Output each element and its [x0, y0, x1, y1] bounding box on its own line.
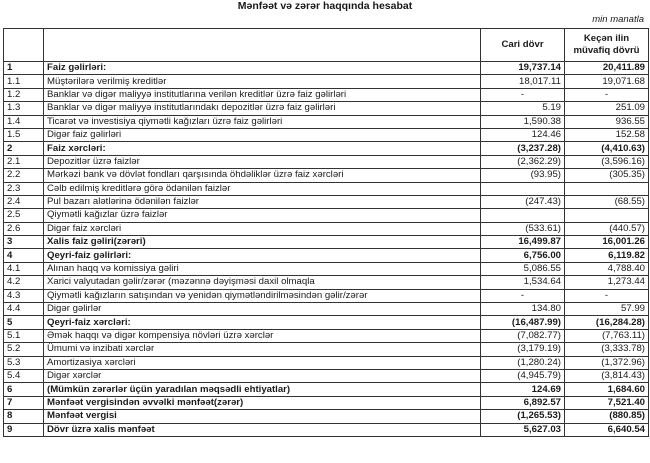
row-label: Banklar və digər maliyyə institutlarına verilən kreditlər üzrə faiz gəlirləri	[44, 88, 481, 101]
table-row	[4, 303, 649, 316]
row-label: Qiymətli kağızlar üzrə faizlər	[44, 209, 481, 222]
row-code: 5	[4, 316, 44, 329]
row-current-value: (4,945.79)	[481, 369, 565, 382]
row-label: Ticarət və investisiya qiymətli kağızları üzrə faiz gəlirləri	[44, 115, 481, 128]
row-previous-value: 4,788.40	[565, 262, 649, 275]
row-label: Banklar və digər maliyyə institutlarındakı depozitlər üzrə faiz gəlirləri	[44, 102, 481, 115]
table-row	[4, 396, 649, 409]
row-code: 1	[4, 62, 44, 75]
table-row	[4, 249, 649, 262]
row-code: 2	[4, 142, 44, 155]
row-label: Digər gəlirlər	[44, 303, 481, 316]
row-previous-value: (68.55)	[565, 195, 649, 208]
row-current-value: 6,892.57	[481, 396, 565, 409]
row-label: Xalis faiz gəliri(zərəri)	[44, 236, 481, 249]
table-row	[4, 102, 649, 115]
row-code: 2.6	[4, 222, 44, 235]
row-current-value: -	[481, 88, 565, 101]
row-previous-value	[565, 209, 649, 222]
row-code: 1.5	[4, 128, 44, 141]
row-code: 6	[4, 383, 44, 396]
row-label: Digər faiz gəlirləri	[44, 128, 481, 141]
table-row	[4, 383, 649, 396]
row-code: 2.1	[4, 155, 44, 168]
row-code: 5.2	[4, 343, 44, 356]
table-row	[4, 128, 649, 141]
row-current-value: (3,179.19)	[481, 343, 565, 356]
row-previous-value: 1,684.60	[565, 383, 649, 396]
table-row	[4, 343, 649, 356]
row-previous-value: 7,521.40	[565, 396, 649, 409]
table-row	[4, 316, 649, 329]
table-row	[4, 236, 649, 249]
row-previous-value: 6,640.54	[565, 423, 649, 436]
table-row	[4, 289, 649, 302]
row-code: 4	[4, 249, 44, 262]
row-previous-value: 1,273.44	[565, 276, 649, 289]
row-previous-value: 152.58	[565, 128, 649, 141]
row-previous-value: 6,119.82	[565, 249, 649, 262]
row-previous-value: (305.35)	[565, 169, 649, 182]
table-row	[4, 222, 649, 235]
table-row	[4, 262, 649, 275]
row-previous-value: 20,411.89	[565, 62, 649, 75]
table-row	[4, 115, 649, 128]
row-label: Pul bazarı alətlərinə ödənilən faizlər	[44, 195, 481, 208]
row-current-value: (2,362.29)	[481, 155, 565, 168]
report-title: Mənfəət və zərər haqqında hesabat	[237, 0, 413, 12]
row-previous-value: -	[565, 88, 649, 101]
row-code: 5.1	[4, 329, 44, 342]
row-current-value: (1,265.53)	[481, 410, 565, 423]
row-previous-value: (1,372.96)	[565, 356, 649, 369]
row-previous-value: (3,596.16)	[565, 155, 649, 168]
row-code: 2.4	[4, 195, 44, 208]
row-current-value: 5,086.55	[481, 262, 565, 275]
header-label-cell	[44, 29, 481, 62]
row-label: Mənfəət vergisindən əvvəlki mənfəət(zərər)	[44, 396, 481, 409]
row-current-value: 134.80	[481, 303, 565, 316]
row-label: Digər faiz xərcləri	[44, 222, 481, 235]
table-row	[4, 142, 649, 155]
row-previous-value: (4,410.63)	[565, 142, 649, 155]
row-previous-value: 251.09	[565, 102, 649, 115]
income-statement-table	[3, 28, 649, 437]
row-code: 2.5	[4, 209, 44, 222]
header-row	[4, 29, 649, 62]
row-code: 4.2	[4, 276, 44, 289]
row-code: 1.1	[4, 75, 44, 88]
row-label: Qeyri-faiz gəlirləri:	[44, 249, 481, 262]
row-label: Alınan haqq və komissiya gəliri	[44, 262, 481, 275]
row-current-value: (93.95)	[481, 169, 565, 182]
table-row	[4, 182, 649, 195]
row-current-value	[481, 182, 565, 195]
row-current-value: 19,737.14	[481, 62, 565, 75]
row-previous-value: -	[565, 289, 649, 302]
row-label: Mərkəzi bank və dövlət fondları qarşısında öhdəliklər üzrə faiz xərcləri	[44, 169, 481, 182]
row-code: 2.2	[4, 169, 44, 182]
row-previous-value: (3,814.43)	[565, 369, 649, 382]
row-code: 8	[4, 410, 44, 423]
row-label: Cəlb edilmiş kreditlərə görə ödənilən faizlər	[44, 182, 481, 195]
table-body	[4, 62, 649, 437]
row-previous-value: 16,001.26	[565, 236, 649, 249]
row-current-value: 1,534.64	[481, 276, 565, 289]
row-code: 9	[4, 423, 44, 436]
table-row	[4, 410, 649, 423]
row-previous-value: (16,284.28)	[565, 316, 649, 329]
row-current-value: 16,499.87	[481, 236, 565, 249]
table-row	[4, 369, 649, 382]
row-label: Qiymətli kağızların satışından və yenidən qiymətləndirilməsindən gəlir/zərər	[44, 289, 481, 302]
row-current-value: (247.43)	[481, 195, 565, 208]
row-label: Faiz gəlirləri:	[44, 62, 481, 75]
table-row	[4, 155, 649, 168]
header-current-period: Cari dövr	[481, 29, 565, 62]
row-current-value: (533.61)	[481, 222, 565, 235]
row-label: (Mümkün zərərlər üçün yaradılan məqsədli ehtiyatlar)	[44, 383, 481, 396]
row-label: Xarici valyutadan gəlir/zərər (məzənnə dəyişməsi daxil olmaqla	[44, 276, 481, 289]
row-label: Mənfəət vergisi	[44, 410, 481, 423]
row-code: 4.4	[4, 303, 44, 316]
row-previous-value	[565, 182, 649, 195]
row-current-value	[481, 209, 565, 222]
row-current-value: 18,017.11	[481, 75, 565, 88]
header-previous-period: Keçən ilin müvafiq dövrü	[565, 29, 649, 62]
table-row	[4, 276, 649, 289]
row-current-value: (7,082.77)	[481, 329, 565, 342]
table-row	[4, 356, 649, 369]
row-current-value: 1,590.38	[481, 115, 565, 128]
row-code: 5.4	[4, 369, 44, 382]
row-label: Depozitlər üzrə faizlər	[44, 155, 481, 168]
row-code: 5.3	[4, 356, 44, 369]
table-row	[4, 209, 649, 222]
header-code-cell	[4, 29, 44, 62]
row-current-value: -	[481, 289, 565, 302]
row-previous-value: (440.57)	[565, 222, 649, 235]
row-label: Faiz xərcləri:	[44, 142, 481, 155]
row-label: Dövr üzrə xalis mənfəət	[44, 423, 481, 436]
table-row	[4, 88, 649, 101]
table-row	[4, 62, 649, 75]
row-current-value: 124.69	[481, 383, 565, 396]
row-label: Müştərilərə verilmiş kreditlər	[44, 75, 481, 88]
row-code: 4.1	[4, 262, 44, 275]
row-code: 3	[4, 236, 44, 249]
row-current-value: (1,280.24)	[481, 356, 565, 369]
row-current-value: (3,237.28)	[481, 142, 565, 155]
row-previous-value: (3,333.78)	[565, 343, 649, 356]
row-code: 2.3	[4, 182, 44, 195]
row-label: Əmək haqqı və digər kompensiya növləri üzrə xərclər	[44, 329, 481, 342]
row-code: 1.4	[4, 115, 44, 128]
row-code: 4.3	[4, 289, 44, 302]
table-row	[4, 169, 649, 182]
row-current-value: 5,627.03	[481, 423, 565, 436]
row-previous-value: 936.55	[565, 115, 649, 128]
row-label: Ümumi və inzibati xərclər	[44, 343, 481, 356]
row-current-value: 5.19	[481, 102, 565, 115]
row-code: 7	[4, 396, 44, 409]
row-current-value: 6,756.00	[481, 249, 565, 262]
row-previous-value: 19,071.68	[565, 75, 649, 88]
row-previous-value: (880.85)	[565, 410, 649, 423]
row-label: Digər xərclər	[44, 369, 481, 382]
row-current-value: (16,487.99)	[481, 316, 565, 329]
row-previous-value: 57.99	[565, 303, 649, 316]
row-current-value: 124.46	[481, 128, 565, 141]
row-label: Amortizasiya xərcləri	[44, 356, 481, 369]
row-code: 1.2	[4, 88, 44, 101]
unit-label: min manatla	[592, 14, 644, 25]
table-row	[4, 329, 649, 342]
table-row	[4, 75, 649, 88]
row-previous-value: (7,763.11)	[565, 329, 649, 342]
row-label: Qeyri-faiz xərcləri:	[44, 316, 481, 329]
row-code: 1.3	[4, 102, 44, 115]
table-row	[4, 195, 649, 208]
table-row	[4, 423, 649, 436]
